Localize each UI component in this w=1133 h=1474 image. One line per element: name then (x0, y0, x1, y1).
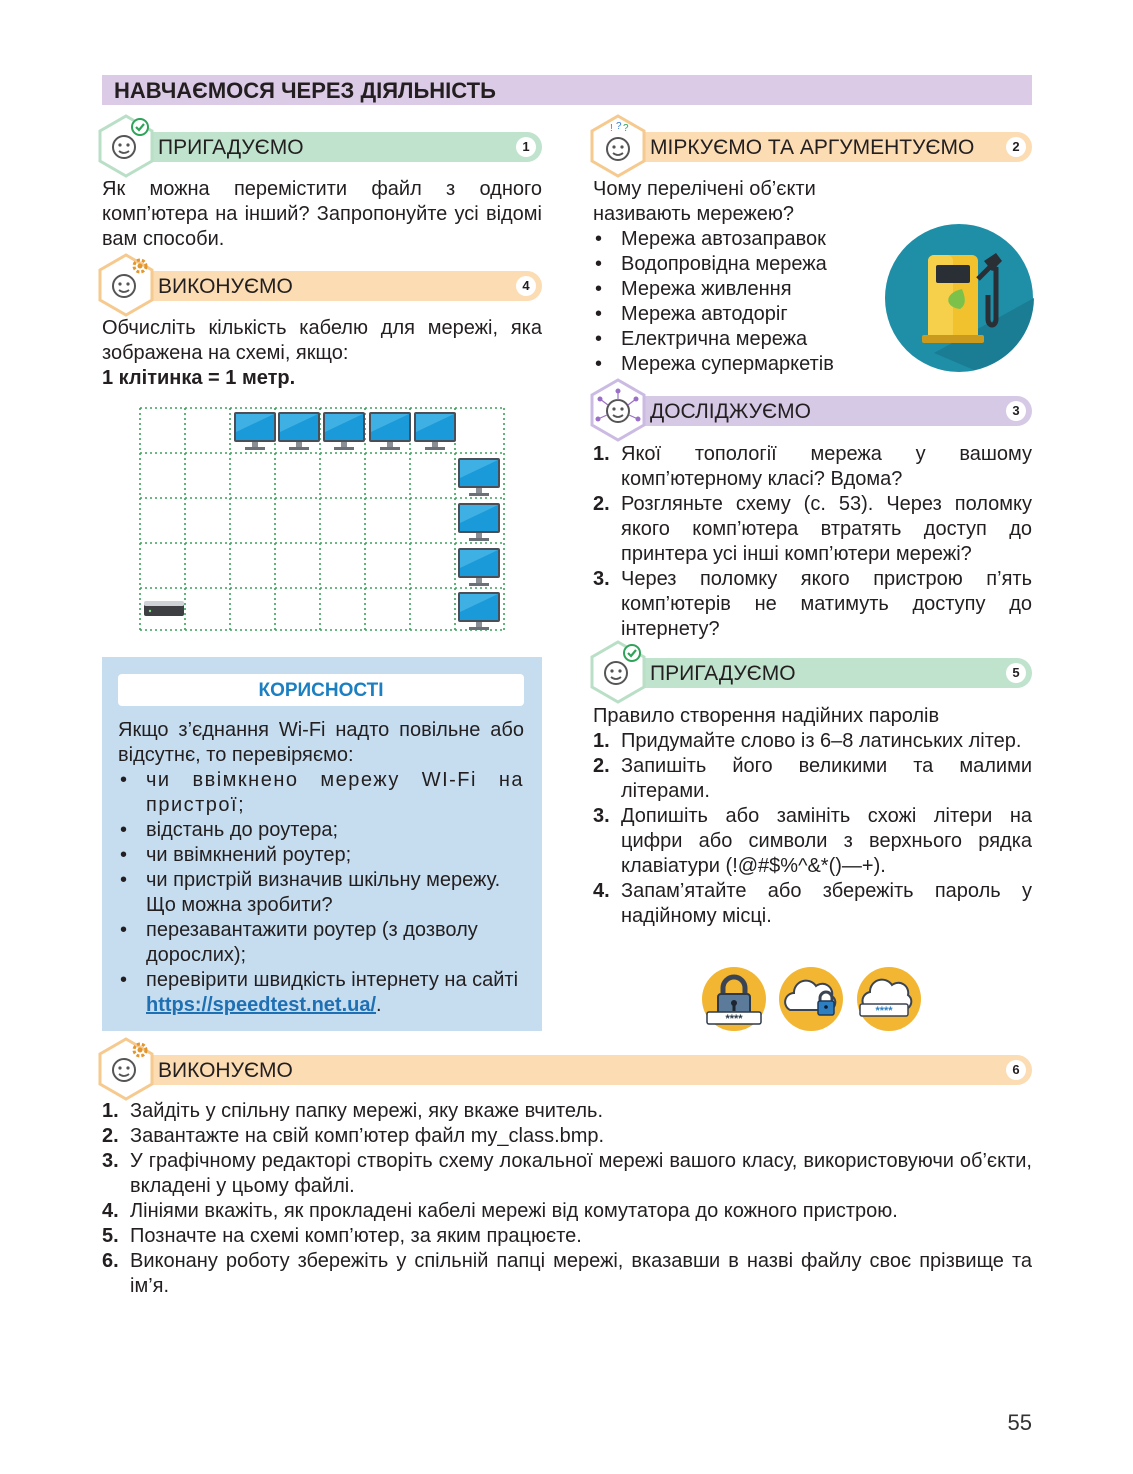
header-title: ВИКОНУЄМО (158, 1059, 293, 1082)
header-title: МІРКУЄМО ТА АРГУМЕНТУЄМО (650, 136, 975, 159)
list-item-text: Зайдіть у спільну папку мережі, яку вкаже вчитель. (130, 1100, 604, 1122)
list-item (102, 1249, 1032, 1299)
monitor-icon (414, 412, 456, 450)
list-number: 2. (593, 755, 610, 777)
header-do-6 (102, 1055, 1032, 1085)
tip-title: КОРИСНОСТІ (118, 674, 524, 706)
list-item (102, 1124, 1032, 1149)
list-item: • відстань до роутера; (118, 818, 524, 843)
password-rule-intro: Правило створення надійних паролів (593, 705, 940, 727)
list-number: 1. (593, 443, 610, 465)
list-item-text: Запишіть його великими та малими літерами. (621, 755, 1032, 802)
monitor-icon (458, 548, 500, 586)
list-number: 3. (593, 568, 610, 590)
list-item-text: Розгляньте схему (с. 53). Через поломку якого комп’ютера втратять доступ до принтера усі інші комп’ютери мережі? (621, 493, 1032, 565)
network-grid-diagram (138, 406, 506, 632)
svg-text:!: ! (610, 123, 613, 134)
list-item (102, 1199, 1032, 1224)
list-number: 3. (593, 805, 610, 827)
task-number-badge: 5 (1006, 663, 1026, 683)
task-2-text: Чому перелічені об’єкти називають мережею? (593, 178, 816, 225)
list-item (593, 879, 1032, 929)
list-item: • перезавантажити роутер (з дозволу дорослих); (118, 918, 524, 968)
list-number: 2. (593, 493, 610, 515)
task-number-badge: 4 (516, 276, 536, 296)
task-number-badge: 1 (516, 137, 536, 157)
header-title: ПРИГАДУЄМО (650, 662, 796, 685)
list-item: • Електрична мережа (593, 327, 893, 352)
network-switch-icon (144, 601, 184, 616)
task-6-list (102, 1099, 1032, 1299)
list-item (593, 567, 1032, 642)
list-item-text: У графічному редакторі створіть схему локальної мережі вашого класу, використовуючи об’єкти, вкладені у цьому файлі. (130, 1150, 1032, 1197)
padlock-password-icon (701, 966, 767, 1032)
list-item-text: Через поломку якого пристрою п’ять комп’ютерів не матимуть доступу до інтернету? (621, 568, 1032, 640)
password-mask: **** (875, 1005, 893, 1017)
list-number: 2. (102, 1125, 119, 1147)
fuel-pump-icon (884, 223, 1034, 373)
svg-text:?: ? (616, 121, 622, 132)
list-item (593, 729, 1032, 754)
header-title: ПРИГАДУЄМО (158, 136, 304, 159)
list-item: • Мережа автодоріг (593, 302, 893, 327)
monitor-icon (458, 503, 500, 541)
list-item (118, 968, 524, 1018)
header-reason-2 (594, 121, 1032, 162)
list-item: • Водопровідна мережа (593, 252, 893, 277)
thinking-face-check-icon (96, 113, 156, 179)
list-number: 6. (102, 1250, 119, 1272)
list-item: • Мережа автозаправок (593, 227, 893, 252)
header-title: ДОСЛІДЖУЄМО (650, 400, 811, 423)
list-item-text: Якої топології мережа у вашому комп’ютерному класі? Вдома? (621, 443, 1032, 490)
list-item (102, 1224, 1032, 1249)
monitor-icon (323, 412, 365, 450)
cloud-password-icon (856, 966, 922, 1032)
list-item: • чи ввімкнено мережу WI-Fi на пристрої; (118, 768, 524, 818)
task-4-scale: 1 клітинка = 1 метр. (102, 367, 296, 389)
list-item (102, 1099, 1032, 1124)
list-item-text: Допишіть або замініть схожі літери на цифри або символи з верхнього рядка клавіатури (!@#$%^&*()—+). (621, 805, 1032, 877)
list-item: • чи ввімкнений роутер; (118, 843, 524, 868)
monitor-icon (278, 412, 320, 450)
list-number: 5. (102, 1225, 119, 1247)
speedtest-link[interactable]: https://speedtest.net.ua/ (146, 994, 377, 1016)
list-item-text: Запам’ятайте або збережіть пароль у надійному місці. (621, 880, 1032, 927)
monitor-icon (458, 592, 500, 630)
list-item: • Мережа супермаркетів (593, 352, 893, 377)
monitor-icon (369, 412, 411, 450)
thinking-face-network-icon (588, 377, 648, 443)
svg-text:?: ? (623, 123, 629, 134)
list-item (593, 804, 1032, 879)
task-number-badge: 2 (1006, 137, 1026, 157)
task-3-list (593, 442, 1032, 642)
thinking-face-gear-icon (96, 252, 156, 318)
list-item-text: Позначте на схемі комп’ютер, за яким працюєте. (130, 1225, 582, 1247)
cloud-lock-icon (778, 966, 844, 1032)
thinking-face-question-icon (588, 113, 648, 179)
list-item-text: Лініями вкажіть, як прокладені кабелі мережі від комутатора до кожного пристрою. (130, 1200, 898, 1222)
list-item-text: Придумайте слово із 6–8 латинських літер. (621, 730, 1022, 752)
monitor-icon (458, 458, 500, 496)
list-item-period: . (376, 994, 382, 1016)
list-item: • чи пристрій визначив шкільну мережу. Що можна зробити? (118, 868, 524, 918)
list-item (102, 1149, 1032, 1199)
password-rules-list (593, 729, 1032, 929)
list-item-text: Виконану роботу збережіть у спільній папці мережі, вказавши в назві файлу своє прізвище та ім’я. (130, 1250, 1032, 1297)
list-number: 3. (102, 1150, 119, 1172)
header-remember-5 (594, 658, 1032, 688)
header-do-4 (102, 271, 542, 301)
list-number: 4. (102, 1200, 119, 1222)
task-1-text: Як можна перемістити файл з одного комп’ютера на інший? Запропонуйте усі відомі вам способи. (102, 178, 542, 250)
task-number-badge: 6 (1006, 1060, 1026, 1080)
tip-intro: Якщо з’єднання Wi-Fi надто повільне або відсутнє, то перевіряємо: (118, 719, 524, 766)
list-item (593, 492, 1032, 567)
header-title: ВИКОНУЄМО (158, 275, 293, 298)
tip-list (118, 768, 524, 1018)
list-item (593, 442, 1032, 492)
list-number: 1. (102, 1100, 119, 1122)
list-number: 1. (593, 730, 610, 752)
password-mask: **** (725, 1013, 743, 1025)
list-item: • Мережа живлення (593, 277, 893, 302)
page-number: 55 (1007, 1410, 1032, 1435)
task-4-text (102, 316, 542, 391)
list-number: 4. (593, 880, 610, 902)
task-4-instruction: Обчисліть кількість кабелю для мережі, яка зображена на схемі, якщо: (102, 317, 542, 364)
thinking-face-check-icon (588, 639, 648, 705)
task-number-badge: 3 (1006, 401, 1026, 421)
header-research-3 (594, 396, 1032, 426)
thinking-face-gear-icon (96, 1036, 156, 1102)
network-examples-list (593, 227, 893, 377)
header-remember-1 (102, 132, 542, 162)
section-banner: НАВЧАЄМОСЯ ЧЕРЕЗ ДІЯЛЬНІСТЬ (102, 75, 1032, 105)
list-item-text: Завантажте на свій комп’ютер файл my_class.bmp. (130, 1125, 605, 1147)
monitor-icon (234, 412, 276, 450)
list-item-text: перевірити швидкість інтернету на сайті (146, 969, 519, 991)
list-item (593, 754, 1032, 804)
